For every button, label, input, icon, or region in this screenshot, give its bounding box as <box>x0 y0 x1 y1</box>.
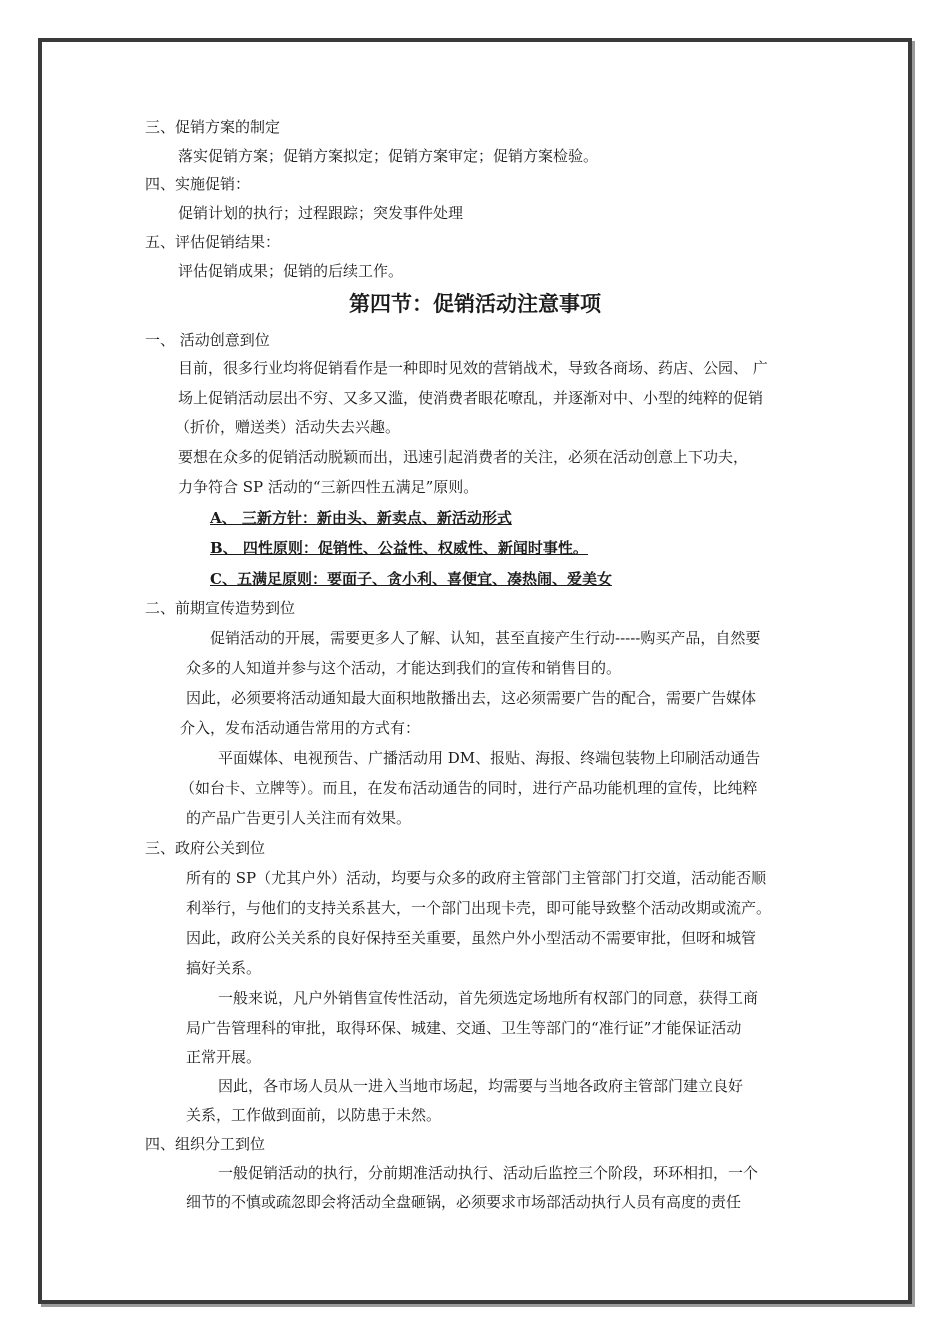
paragraph-line: 众多的人知道并参与这个活动，才能达到我们的宣传和销售目的。 <box>186 659 622 677</box>
paragraph-line: 一般促销活动的执行，分前期准活动执行、活动后监控三个阶段，环环相扣，一个 <box>218 1164 759 1182</box>
paragraph-line: 平面媒体、电视预告、广播活动用 DM、报贴、海报、终端包装物上印刷活动通告 <box>218 749 761 767</box>
section-heading: 一、 活动创意到位 <box>145 331 270 349</box>
paragraph-line: 介入，发布活动通告常用的方式有： <box>180 719 421 737</box>
paragraph-line: 目前，很多行业均将促销看作是一种即时见效的营销战术，导致各商场、药店、公园、 广 <box>178 359 768 377</box>
section-body: 促销计划的执行；过程跟踪；突发事件处理 <box>178 204 464 222</box>
chapter-title: 第四节：促销活动注意事项 <box>349 292 601 316</box>
principle-item: A、 三新方针：新由头、新卖点、新活动形式 <box>210 509 512 527</box>
paragraph-line: （如台卡、立牌等）。而且，在发布活动通告的同时，进行产品功能机理的宣传，比纯粹 <box>180 779 758 797</box>
paragraph-line: 利举行，与他们的支持关系甚大，一个部门出现卡壳，即可能导致整个活动改期或流产。 <box>186 899 772 917</box>
paragraph-line: 力争符合 SP 活动的“三新四性五满足”原则。 <box>178 478 479 496</box>
principle-item: B、 四性原则：促销性、公益性、权威性、新闻时事性。 <box>210 539 588 557</box>
paragraph-line: 要想在众多的促销活动脱颖而出，迅速引起消费者的关注，必须在活动创意上下功夫， <box>178 448 749 466</box>
paragraph-line: 促销活动的开展，需要更多人了解、认知，甚至直接产生行动-----购买产品，自然要 <box>210 629 761 647</box>
paragraph-line: 局广告管理科的审批，取得环保、城建、交通、卫生等部门的“准行证”才能保证活动 <box>186 1019 742 1037</box>
paragraph-line: 关系，工作做到面前，以防患于未然。 <box>186 1106 442 1124</box>
paragraph-line: 细节的不慎或疏忽即会将活动全盘砸锅，必须要求市场部活动执行人员有高度的责任 <box>186 1193 742 1211</box>
paragraph-line: 所有的 SP（尤其户外）活动，均要与众多的政府主管部门主管部门打交道，活动能否顺 <box>186 869 767 887</box>
paragraph-line: 的产品广告更引人关注而有效果。 <box>186 809 412 827</box>
section-heading: 四、实施促销： <box>145 175 251 193</box>
paragraph-line: 正常开展。 <box>186 1048 262 1066</box>
paragraph-line: 因此，政府公关关系的良好保持至关重要，虽然户外小型活动不需要审批，但呀和城管 <box>186 929 757 947</box>
paragraph-line: 一般来说，凡户外销售宣传性活动，首先须选定场地所有权部门的同意，获得工商 <box>218 989 759 1007</box>
paragraph-line: （折价，赠送类）活动失去兴趣。 <box>175 418 401 436</box>
section-heading: 四、组织分工到位 <box>145 1135 266 1153</box>
paragraph-line: 搞好关系。 <box>186 959 262 977</box>
section-heading: 五、评估促销结果： <box>145 233 281 251</box>
paragraph-line: 场上促销活动层出不穷、又多又滥，使消费者眼花嘹乱，并逐渐对中、小型的纯粹的促销 <box>178 389 764 407</box>
section-body: 评估促销成果；促销的后续工作。 <box>178 262 404 280</box>
section-body: 落实促销方案；促销方案拟定；促销方案审定；促销方案检验。 <box>178 147 599 165</box>
principle-item: C、五满足原则：要面子、贪小利、喜便宜、凑热闹、爱美女 <box>210 570 612 588</box>
section-heading: 二、前期宣传造势到位 <box>145 599 296 617</box>
section-heading: 三、政府公关到位 <box>145 839 266 857</box>
paragraph-line: 因此，必须要将活动通知最大面积地散播出去，这必须需要广告的配合，需要广告媒体 <box>186 689 757 707</box>
paragraph-line: 因此，各市场人员从一进入当地市场起，均需要与当地各政府主管部门建立良好 <box>218 1077 744 1095</box>
section-heading: 三、促销方案的制定 <box>145 118 281 136</box>
